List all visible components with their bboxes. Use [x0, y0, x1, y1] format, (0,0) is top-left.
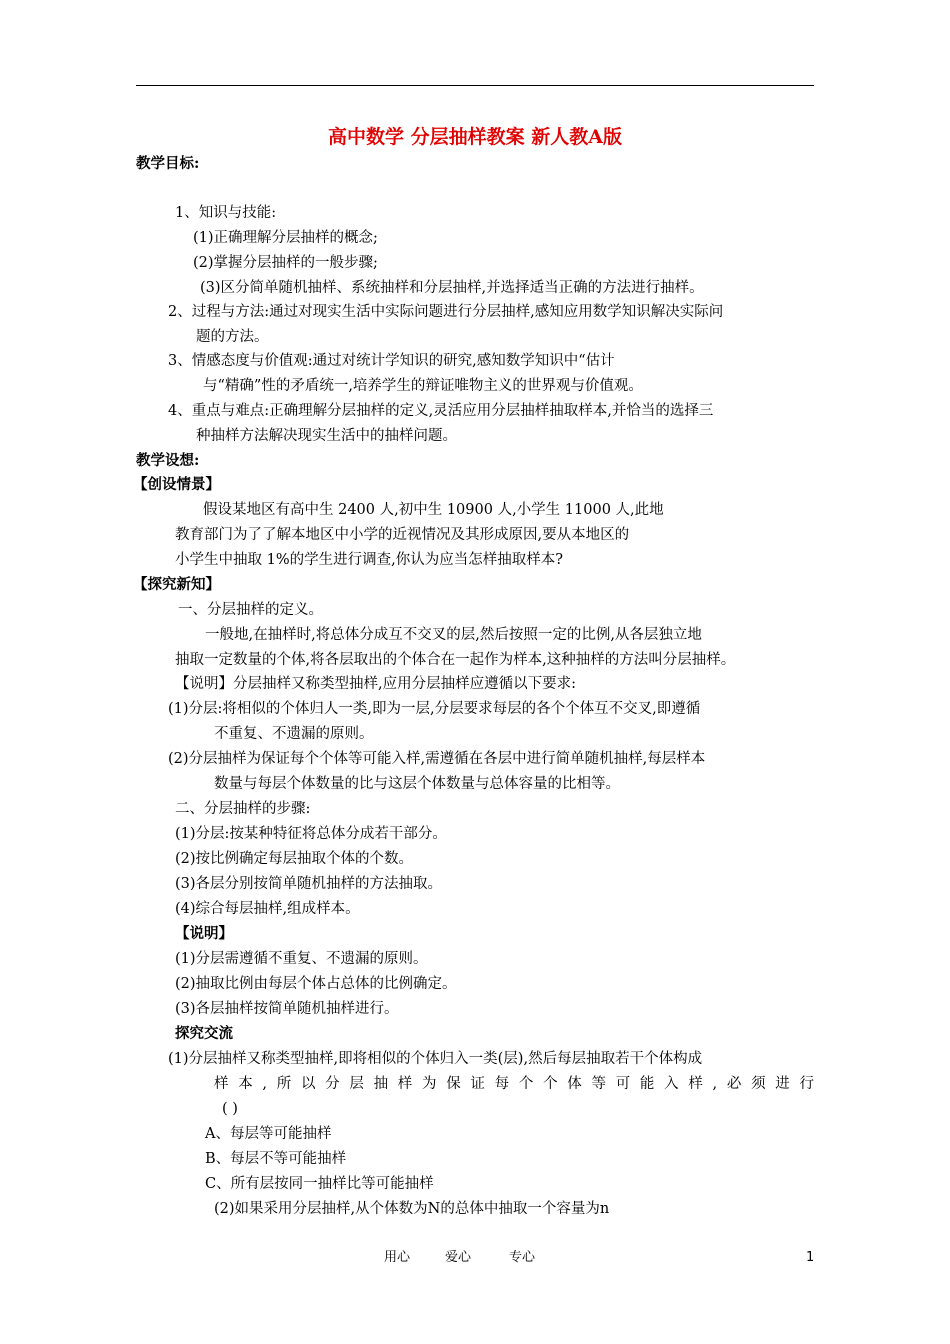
definition-text: 一般地,在抽样时,将总体分成互不交叉的层,然后按照一定的比例,从各层独立地	[205, 627, 702, 643]
goal-process: 2、过程与方法:通过对现实生活中实际问题进行分层抽样,感知应用数学知识解决实际问	[168, 304, 724, 320]
step-item: (4)综合每层抽样,组成样本。	[175, 901, 360, 917]
goal-item: (3)区分简单随机抽样、系统抽样和分层抽样,并选择适当正确的方法进行抽样。	[200, 280, 704, 296]
goal-attitude: 3、情感态度与价值观:通过对统计学知识的研究,感知数学知识中“估计	[168, 353, 615, 369]
page-number: 1	[806, 1250, 815, 1265]
footer-motto-1: 用心	[384, 1250, 411, 1265]
question-2: (2)如果采用分层抽样,从个体数为N的总体中抽取一个容量为n	[214, 1201, 610, 1217]
goals-heading: 教学目标:	[136, 155, 200, 172]
scene-text: 教育部门为了了解本地区中小学的近视情况及其形成原因,要从本地区的	[175, 527, 630, 543]
definition-text: 抽取一定数量的个体,将各层取出的个体合在一起作为样本,这种抽样的方法叫分层抽样。	[175, 652, 736, 668]
answer-blank: ( )	[222, 1101, 238, 1117]
goal-attitude-cont: 与“精确”性的矛盾统一,培养学生的辩证唯物主义的世界观与价值观。	[203, 378, 643, 394]
goal-item: (1)正确理解分层抽样的概念;	[193, 230, 378, 246]
note-heading: 【说明】	[175, 925, 233, 942]
footer-motto-2: 爱心	[445, 1250, 472, 1265]
note-text: 【说明】分层抽样又称类型抽样,应用分层抽样应遵循以下要求:	[175, 676, 576, 692]
goal-item: (2)掌握分层抽样的一般步骤;	[193, 255, 378, 271]
goal-key-points-cont: 种抽样方法解决现实生活中的抽样问题。	[196, 428, 457, 444]
note-item: (2)分层抽样为保证每个个体等可能入样,需遵循在各层中进行简单随机抽样,每层样本	[168, 751, 706, 767]
goal-key-points: 4、重点与难点:正确理解分层抽样的定义,灵活应用分层抽样抽取样本,并恰当的选择三	[168, 403, 714, 419]
note-item-cont: 不重复、不遗漏的原则。	[214, 726, 374, 742]
note-step: (2)抽取比例由每层个体占总体的比例确定。	[175, 976, 457, 992]
scene-text: 假设某地区有高中生 2400 人,初中生 10900 人,小学生 11000 人,此地	[203, 502, 664, 518]
document-title: 高中数学 分层抽样教案 新人教A版	[328, 126, 622, 148]
explore-heading: 【探究新知】	[133, 576, 220, 593]
footer-motto-3: 专心	[509, 1250, 536, 1265]
header-rule	[136, 85, 814, 86]
scene-text: 小学生中抽取 1%的学生进行调查,你认为应当怎样抽取样本?	[175, 552, 563, 568]
section-steps: 二、分层抽样的步骤:	[175, 801, 311, 817]
note-step: (3)各层抽样按简单随机抽样进行。	[175, 1001, 399, 1017]
step-item: (1)分层:按某种特征将总体分成若干部分。	[175, 826, 447, 842]
note-step: (1)分层需遵循不重复、不遗漏的原则。	[175, 951, 428, 967]
option-a: A、每层等可能抽样	[205, 1126, 332, 1142]
step-item: (3)各层分别按简单随机抽样的方法抽取。	[175, 876, 443, 892]
question-1: (1)分层抽样又称类型抽样,即将相似的个体归入一类(层),然后每层抽取若干个体构成	[168, 1051, 703, 1067]
note-item: (1)分层:将相似的个体归人一类,即为一层,分层要求每层的各个个体互不交叉,即遵循	[168, 701, 701, 717]
scene-heading: 【创设情景】	[133, 476, 220, 493]
step-item: (2)按比例确定每层抽取个体的个数。	[175, 851, 414, 867]
section-definition: 一、分层抽样的定义。	[178, 602, 323, 618]
option-b: B、每层不等可能抽样	[205, 1151, 347, 1167]
goal-process-cont: 题的方法。	[196, 329, 269, 345]
option-c: C、所有层按同一抽样比等可能抽样	[205, 1176, 434, 1192]
goal-knowledge: 1、知识与技能:	[175, 205, 277, 221]
question-1-cont: 样本,所以分层抽样为保证每个个体等可能入样,必须进行	[214, 1076, 814, 1092]
note-item-cont: 数量与每层个体数量的比与这层个体数量与总体容量的比相等。	[214, 776, 620, 792]
explore-exchange-heading: 探究交流	[175, 1025, 233, 1042]
design-heading: 教学设想:	[136, 452, 200, 469]
